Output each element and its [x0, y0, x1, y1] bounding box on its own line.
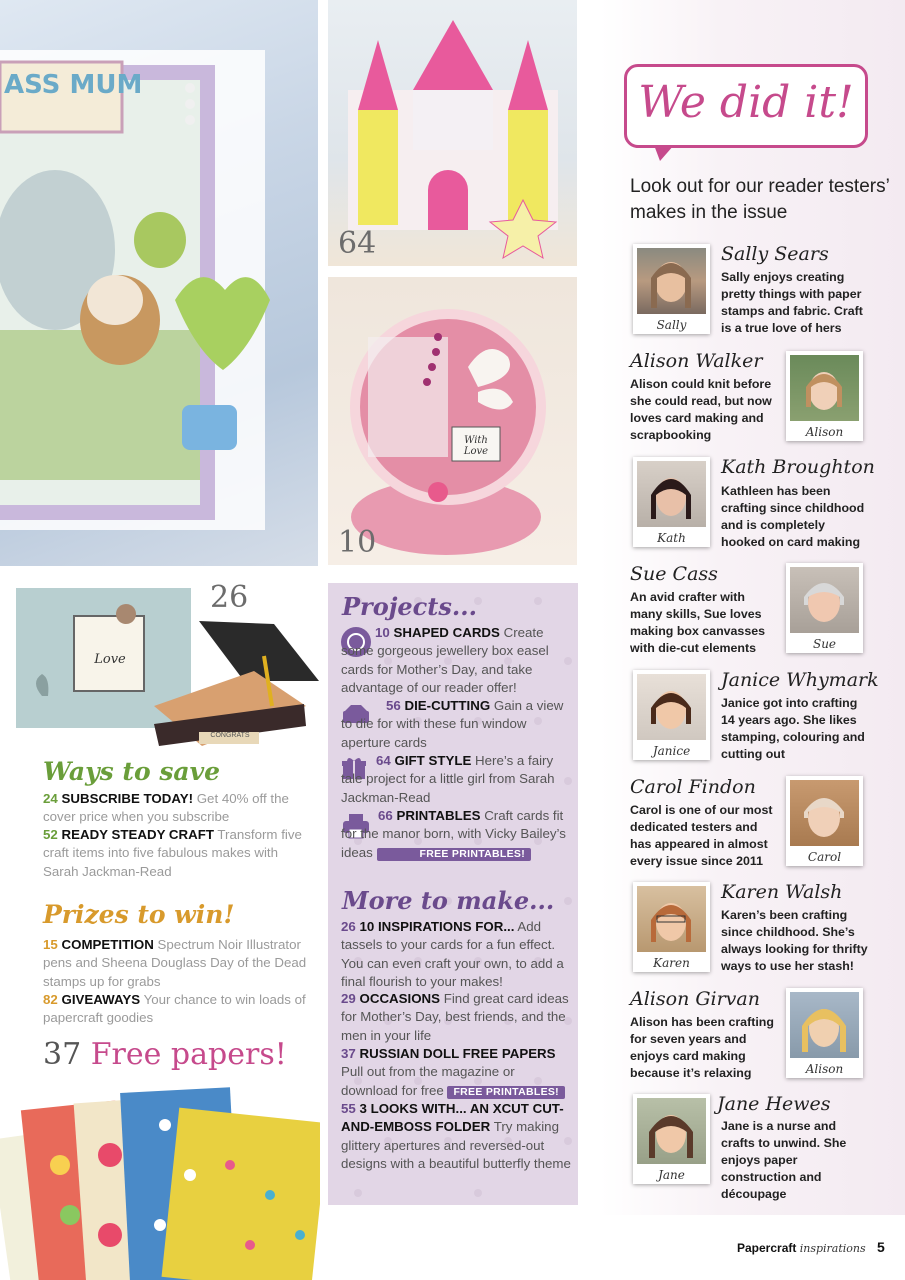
- more-to-make-heading: More to make...: [342, 886, 555, 915]
- item-page-number: 82: [43, 992, 58, 1007]
- round-card-tag: With Love: [463, 435, 489, 457]
- tester-photo: [786, 563, 863, 653]
- project-item: [341, 807, 573, 862]
- tester-photo: [786, 776, 863, 866]
- item-page-number: 37: [341, 1046, 356, 1061]
- tester-desc: Janice got into crafting 14 years ago. She likes stamping, colouring and cutting out: [721, 696, 865, 761]
- item-page-number: 15: [43, 937, 58, 952]
- item-text: Get 40% off the cover price when you subscribe: [43, 791, 289, 825]
- more-item: [341, 918, 573, 991]
- item-text: Add tassels to your cards for a fun effect. You can even craft your own, to add a final flourish to your makes!: [341, 919, 564, 989]
- grad-card-love-text: Love: [94, 652, 126, 667]
- free-papers-heading: [43, 1037, 287, 1072]
- tester-desc: Alison could knit before she could read, but now loves card making and scrapbooking: [630, 377, 772, 442]
- page-footer: [737, 1239, 885, 1255]
- tester-photo-caption: Sally: [656, 318, 687, 332]
- tester-photo-caption: Alison: [805, 1062, 844, 1076]
- item-page-number: 52: [43, 827, 58, 842]
- tester-photo: [786, 988, 863, 1078]
- tester-desc: Jane is a nurse and crafts to unwind. She enjoys paper construction and découpage: [721, 1119, 847, 1201]
- tester-photo: [633, 670, 710, 760]
- footer-brand: Papercraft: [737, 1241, 797, 1255]
- item-keyword: GIVEAWAYS: [61, 992, 141, 1007]
- tester-name: Karen Walsh: [721, 881, 843, 903]
- tester-photo: [633, 457, 710, 547]
- item-text: Your chance to win loads of papercraft goodies: [43, 992, 306, 1026]
- we-did-it-bubble: [624, 64, 868, 148]
- prize-item: [43, 991, 313, 1028]
- projects-heading: Projects...: [342, 592, 477, 621]
- free-printables-badge: FREE PRINTABLES!: [377, 848, 532, 861]
- tester-desc: Alison has been crafting for seven years and enjoys card making because it’s relaxing: [630, 1015, 774, 1080]
- mum-card-text: ASS MUM: [4, 70, 143, 100]
- item-keyword: READY STEADY CRAFT: [61, 827, 214, 842]
- ways-to-save-item: [43, 790, 313, 827]
- tester-name: Sue Cass: [630, 563, 718, 585]
- more-item: [341, 1045, 573, 1100]
- more-item: [341, 1100, 573, 1173]
- page-number: 5: [876, 1239, 885, 1255]
- tester-photo-caption: Janice: [652, 744, 691, 758]
- tester-name: Sally Sears: [721, 243, 829, 265]
- item-keyword: OCCASIONS: [359, 991, 441, 1006]
- item-page-number: 26: [341, 919, 356, 934]
- free-printables-badge: FREE PRINTABLES!: [447, 1086, 565, 1099]
- item-text: Spectrum Noir Illustrator pens and Sheena Douglass Day of the Dead stamps up for grabs: [43, 937, 307, 989]
- tester-photo: [633, 882, 710, 972]
- item-keyword: PRINTABLES: [396, 808, 481, 823]
- item-text: Try making glittery apertures and reversed-out designs with a beautiful butterfly theme: [341, 1119, 571, 1171]
- tester-name: Kath Broughton: [721, 456, 875, 478]
- tester-photo-caption: Kath: [657, 531, 686, 545]
- castle-page-number: 64: [338, 226, 377, 261]
- round-card-photo: [328, 277, 577, 565]
- testers-intro: Look out for our reader testers’ makes in the issue: [630, 176, 890, 223]
- speech-bubble-tail-icon: [654, 145, 674, 161]
- item-page-number: 10: [375, 625, 390, 640]
- ways-to-save-item: [43, 826, 313, 881]
- tester-name: Alison Walker: [630, 350, 763, 372]
- item-text: Find great card ideas for Mother’s Day, best friends, and the men in your life: [341, 991, 569, 1043]
- item-page-number: 66: [378, 808, 393, 823]
- grad-page-number: 26: [210, 580, 249, 615]
- tester-desc: An avid crafter with many skills, Sue loves making box canvasses with die-cut elements: [630, 590, 765, 655]
- tester-desc: Sally enjoys creating pretty things with paper stamps and fabric. Craft is a true love of hers: [721, 270, 863, 335]
- contents-panel: [328, 583, 578, 1205]
- project-item: [341, 697, 573, 752]
- tester-photo-caption: Jane: [658, 1168, 685, 1182]
- item-keyword: DIE-CUTTING: [404, 698, 491, 713]
- item-page-number: 64: [376, 753, 391, 768]
- tester-photo: [633, 1094, 710, 1184]
- item-keyword: RUSSIAN DOLL FREE PAPERS: [359, 1046, 556, 1061]
- item-page-number: 24: [43, 791, 58, 806]
- tester-photo-caption: Karen: [653, 956, 690, 970]
- item-text: Pull out from the magazine or download for free: [341, 1064, 515, 1098]
- mum-card-photo: [0, 0, 318, 566]
- tester-photo-caption: Alison: [805, 425, 844, 439]
- we-did-it-title: We did it!: [638, 77, 854, 128]
- item-keyword: 3 LOOKS WITH... AN XCUT CUT-AND-EMBOSS FOLDER: [341, 1101, 564, 1135]
- item-page-number: 55: [341, 1101, 356, 1116]
- item-text: Transform five craft items into five fabulous makes with Sarah Jackman-Read: [43, 827, 302, 879]
- prize-item: [43, 936, 313, 991]
- free-papers-photo: [0, 1085, 320, 1280]
- round-card-page-number: 10: [338, 525, 377, 560]
- free-papers-title: Free papers!: [90, 1037, 287, 1072]
- tester-desc: Carol is one of our most dedicated testers and has appeared in almost every issue since 2011: [630, 803, 773, 868]
- tester-photo: [786, 351, 863, 441]
- item-page-number: 29: [341, 991, 356, 1006]
- item-keyword: COMPETITION: [61, 937, 154, 952]
- tester-photo-caption: Carol: [807, 850, 842, 864]
- tester-name: Alison Girvan: [630, 988, 760, 1010]
- item-page-number: 56: [386, 698, 401, 713]
- tester-desc: Karen’s been crafting since childhood. She’s always looking for thrifty ways to use her stash!: [721, 908, 868, 973]
- tester-name: Janice Whymark: [721, 669, 879, 691]
- item-text: Here’s a fairy tale project for a little girl from Sarah Jackman-Read: [341, 753, 555, 805]
- free-papers-page: 37: [43, 1037, 82, 1072]
- ways-to-save-heading: Ways to save: [43, 757, 221, 786]
- more-item: [341, 990, 573, 1045]
- project-item: [341, 752, 573, 807]
- tester-desc: Kathleen has been crafting since childhood and is completely hooked on card making: [721, 484, 865, 549]
- tester-name: Jane Hewes: [717, 1093, 831, 1115]
- project-item: [341, 624, 573, 697]
- item-text: Craft cards fit for the manor born, with Vicky Bailey’s ideas: [341, 808, 566, 860]
- tester-photo: [633, 244, 710, 334]
- item-keyword: GIFT STYLE: [394, 753, 472, 768]
- item-text: Gain a view to die for with these fun window aperture cards: [341, 698, 564, 750]
- footer-brand-sub: inspirations: [799, 1242, 866, 1255]
- grad-cards-photo: [14, 580, 319, 756]
- tester-photo-caption: Sue: [812, 637, 837, 651]
- item-keyword: SHAPED CARDS: [393, 625, 500, 640]
- tester-name: Carol Findon: [630, 776, 756, 798]
- grad-card-congrats-text: CONGRATS: [210, 732, 250, 739]
- castle-photo: [328, 0, 577, 266]
- prizes-heading: Prizes to win!: [43, 900, 235, 929]
- item-text: Create some gorgeous jewellery box easel cards for Mother’s Day, and take advantage of our reader offer!: [341, 625, 549, 695]
- item-keyword: SUBSCRIBE TODAY!: [61, 791, 194, 806]
- item-keyword: 10 INSPIRATIONS FOR...: [359, 919, 515, 934]
